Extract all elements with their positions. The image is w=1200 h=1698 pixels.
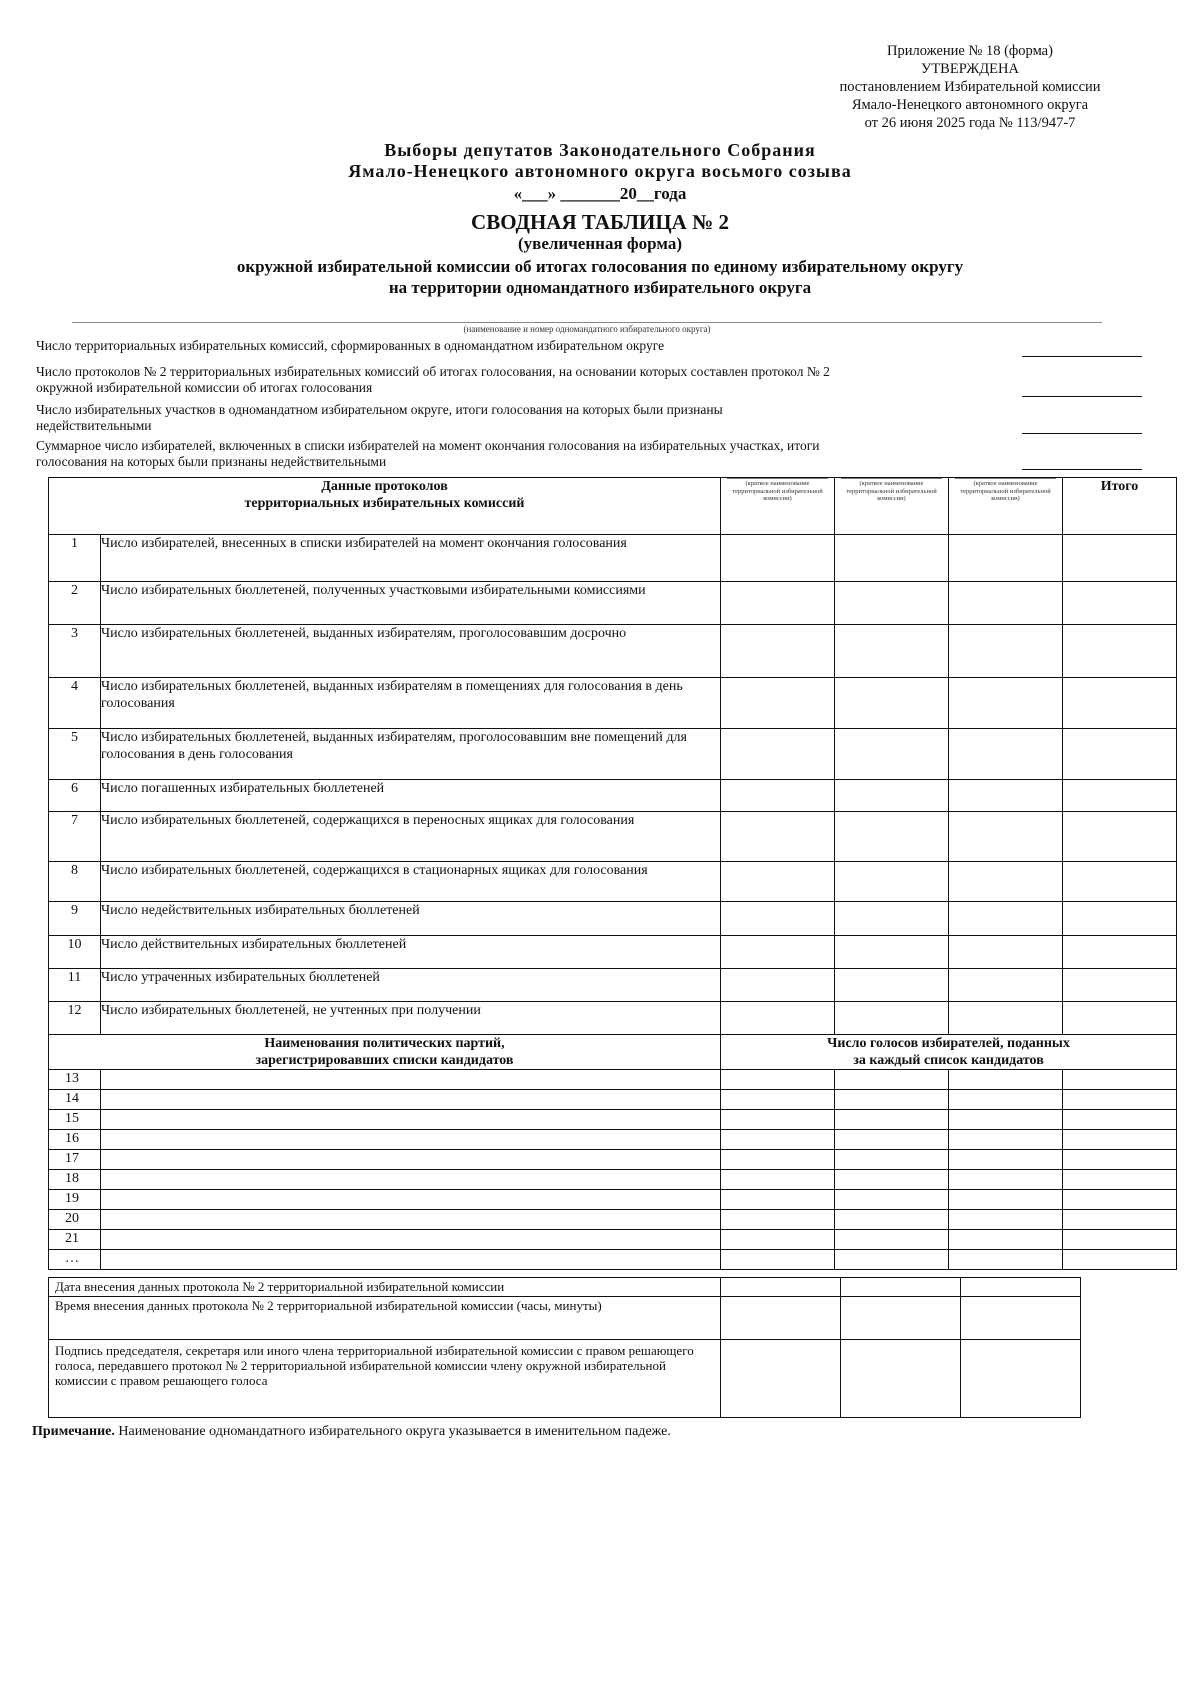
value-cell[interactable] [835,902,949,936]
total-header: Итого [1063,478,1177,535]
protocol-data-header [49,478,721,535]
party-name-cell[interactable] [101,1210,721,1230]
party-row [49,1110,1177,1130]
description-line2: на территории одномандатного избирательного округа [388,278,812,297]
value-cell[interactable] [721,936,835,969]
row-number: 7 [49,812,101,862]
table-row [49,1002,1177,1035]
votes-header-line2: за каждый список кандидатов [853,1053,1044,1068]
entry-time-row [49,1297,1081,1340]
tik-column-2[interactable] [835,478,949,535]
table-row [49,535,1177,582]
district-caption: (наименование и номер одномандатного избирательного округа) [463,324,711,334]
row-number: 1 [49,535,101,582]
row-number: 9 [49,902,101,936]
date-line: «___» _______20__года [513,184,687,203]
row-label: Число избирательных бюллетеней, не учтенных при получении [101,1002,721,1035]
table-row [49,678,1177,729]
entry-date-label: Дата внесения данных протокола № 2 территориальной избирательной комиссии [49,1278,721,1297]
parties-header-line1: Наименования политических партий, [264,1036,505,1051]
votes-total-cell[interactable] [1063,1170,1177,1190]
party-row-number: 14 [49,1090,101,1110]
value-cell[interactable] [949,862,1063,902]
row-label: Число избирательных бюллетеней, содержащихся в стационарных ящиках для голосования [101,862,721,902]
protocol-data-header-line1: Данные протоколов [321,479,448,494]
table-header-row [49,478,1177,535]
party-name-cell[interactable] [101,1250,721,1270]
entry-time-cell[interactable] [721,1297,841,1340]
votes-cell[interactable] [721,1170,835,1190]
party-row-number: 20 [49,1210,101,1230]
row-label: Число действительных избирательных бюллетеней [101,936,721,969]
row-number: 6 [49,780,101,812]
value-cell[interactable] [835,780,949,812]
row-number: 5 [49,729,101,780]
votes-total-cell[interactable] [1063,1110,1177,1130]
votes-cell[interactable] [721,1190,835,1210]
info-row-invalid-precincts-line2: недействительными [36,418,152,433]
entry-time-cell[interactable] [841,1297,961,1340]
total-cell[interactable] [1063,582,1177,625]
total-cell[interactable] [1063,902,1177,936]
party-row-number: 15 [49,1110,101,1130]
party-row [49,1170,1177,1190]
value-cell[interactable] [949,678,1063,729]
votes-cell[interactable] [949,1210,1063,1230]
district-name-line[interactable] [72,322,1102,323]
row-number: 3 [49,625,101,678]
value-cell[interactable] [949,535,1063,582]
value-cell[interactable] [949,969,1063,1002]
votes-cell[interactable] [721,1150,835,1170]
value-cell[interactable] [949,936,1063,969]
value-cell[interactable] [721,729,835,780]
votes-total-cell[interactable] [1063,1130,1177,1150]
entry-time-cell[interactable] [961,1297,1081,1340]
election-title-line1: Выборы депутатов Законодательного Собрания [384,140,816,160]
votes-header-line1: Число голосов избирателей, поданных [827,1036,1070,1051]
value-cell[interactable] [721,812,835,862]
party-name-cell[interactable] [101,1170,721,1190]
votes-cell[interactable] [721,1090,835,1110]
parties-header [49,1035,721,1070]
signature-cell[interactable] [961,1340,1081,1418]
approved-label: УТВЕРЖДЕНА [921,61,1019,77]
party-name-cell[interactable] [101,1090,721,1110]
value-cell[interactable] [835,936,949,969]
value-cell[interactable] [721,582,835,625]
value-cell[interactable] [949,729,1063,780]
info-row-invalid-voters-field[interactable] [1022,469,1142,470]
value-cell[interactable] [949,625,1063,678]
party-name-cell[interactable] [101,1230,721,1250]
value-cell[interactable] [835,1002,949,1035]
votes-cell[interactable] [835,1210,949,1230]
votes-cell[interactable] [721,1110,835,1130]
value-cell[interactable] [835,729,949,780]
info-row-invalid-voters-line1: Суммарное число избирателей, включенных в списки избирателей на момент окончания голосования на избирательных участках, итоги [36,438,820,453]
party-name-cell[interactable] [101,1190,721,1210]
document-title: СВОДНАЯ ТАБЛИЦА № 2 [471,210,729,234]
votes-cell[interactable] [721,1070,835,1090]
row-number: 8 [49,862,101,902]
votes-total-cell[interactable] [1063,1150,1177,1170]
party-row-number: 17 [49,1150,101,1170]
tik-column-1-caption: (краткое наименование территориальной избирательной комиссии) [732,480,823,502]
entry-time-label: Время внесения данных протокола № 2 территориальной избирательной комиссии (часы, минуты) [49,1297,721,1340]
total-cell[interactable] [1063,936,1177,969]
votes-total-cell[interactable] [1063,1090,1177,1110]
total-cell[interactable] [1063,969,1177,1002]
value-cell[interactable] [721,862,835,902]
approval-resolution: постановлением Избирательной комиссии [839,79,1101,95]
value-cell[interactable] [835,812,949,862]
signature-cell[interactable] [721,1340,841,1418]
votes-cell[interactable] [835,1110,949,1130]
total-cell[interactable] [1063,780,1177,812]
votes-cell[interactable] [835,1130,949,1150]
info-row-commissions-field[interactable] [1022,356,1142,357]
info-row-protocols-field[interactable] [1022,396,1142,397]
party-name-cell[interactable] [101,1110,721,1130]
signature-label: Подпись председателя, секретаря или иного члена территориальной избирательной комиссии с правом решающего голоса, передавшего протокол № 2 территориальной избирательной комиссии члену окружной избирательной комиссии с правом решающего голоса [49,1340,721,1418]
row-label: Число погашенных избирательных бюллетеней [101,780,721,812]
value-cell[interactable] [835,582,949,625]
value-cell[interactable] [949,780,1063,812]
votes-total-cell[interactable] [1063,1210,1177,1230]
summary-table [48,477,1177,1270]
row-label: Число недействительных избирательных бюллетеней [101,902,721,936]
description-line1: окружной избирательной комиссии об итогах голосования по единому избирательному округу [236,257,964,276]
info-row-invalid-precincts-line1: Число избирательных участков в одномандатном избирательном округе, итоги голосования на которых были признаны [36,402,723,417]
votes-cell[interactable] [949,1190,1063,1210]
document-subtitle: (увеличенная форма) [518,234,682,253]
votes-cell[interactable] [949,1070,1063,1090]
info-row-protocols-line2: окружной избирательной комиссии об итогах голосования [36,380,373,395]
party-name-cell[interactable] [101,1130,721,1150]
tik-column-2-caption: (краткое наименование территориальной избирательной комиссии) [846,480,937,502]
party-row [49,1150,1177,1170]
value-cell[interactable] [949,1002,1063,1035]
info-row-invalid-precincts-field[interactable] [1022,433,1142,434]
total-cell[interactable] [1063,812,1177,862]
total-cell[interactable] [1063,729,1177,780]
votes-cell[interactable] [949,1130,1063,1150]
approval-region: Ямало-Ненецкого автономного округа [851,97,1089,113]
entry-info-table [48,1277,1081,1418]
party-row-number: 18 [49,1170,101,1190]
row-label: Число избирательных бюллетеней, выданных избирателям в помещениях для голосования в день голосования [101,678,721,729]
party-row-number: 21 [49,1230,101,1250]
footnote-text: Наименование одномандатного избирательного округа указывается в именительном падеже. [114,1424,671,1439]
row-number: 4 [49,678,101,729]
table-row [49,729,1177,780]
votes-cell[interactable] [835,1090,949,1110]
info-row-protocols [36,364,830,396]
party-row-number: … [49,1250,101,1270]
value-cell[interactable] [721,780,835,812]
total-cell[interactable] [1063,535,1177,582]
party-name-cell[interactable] [101,1070,721,1090]
votes-cell[interactable] [835,1250,949,1270]
entry-date-cell[interactable] [721,1278,841,1297]
table-row [49,936,1177,969]
row-label: Число избирательных бюллетеней, выданных избирателям, проголосовавшим вне помещений для голосования в день голосования [101,729,721,780]
votes-cell[interactable] [835,1230,949,1250]
approval-block [790,42,1150,132]
votes-header [721,1035,1177,1070]
party-row [49,1090,1177,1110]
table-row [49,969,1177,1002]
votes-cell[interactable] [835,1150,949,1170]
value-cell[interactable] [835,678,949,729]
value-cell[interactable] [721,1002,835,1035]
tik-column-3-caption: (краткое наименование территориальной избирательной комиссии) [960,480,1051,502]
entry-date-row [49,1278,1081,1297]
row-label: Число избирательных бюллетеней, полученных участковыми избирательными комиссиями [101,582,721,625]
votes-total-cell[interactable] [1063,1070,1177,1090]
party-row [49,1130,1177,1150]
info-row-commissions: Число территориальных избирательных комиссий, сформированных в одномандатном избирательном округе [36,338,665,353]
row-label: Число избирателей, внесенных в списки избирателей на момент окончания голосования [101,535,721,582]
signature-cell[interactable] [841,1340,961,1418]
votes-total-cell[interactable] [1063,1190,1177,1210]
value-cell[interactable] [835,535,949,582]
row-label: Число избирательных бюллетеней, содержащихся в переносных ящиках для голосования [101,812,721,862]
value-cell[interactable] [721,535,835,582]
approval-date: от 26 июня 2025 года № 113/947-7 [864,115,1076,131]
votes-cell[interactable] [949,1150,1063,1170]
votes-cell[interactable] [835,1170,949,1190]
total-cell[interactable] [1063,625,1177,678]
total-cell[interactable] [1063,1002,1177,1035]
entry-date-cell[interactable] [841,1278,961,1297]
total-cell[interactable] [1063,862,1177,902]
parties-header-line2: зарегистрировавших списки кандидатов [255,1053,514,1068]
party-row [49,1230,1177,1250]
election-title-line2: Ямало-Ненецкого автономного округа восьмого созыва [348,161,852,181]
votes-cell[interactable] [721,1130,835,1150]
table-row [49,582,1177,625]
value-cell[interactable] [835,969,949,1002]
value-cell[interactable] [721,902,835,936]
votes-cell[interactable] [721,1230,835,1250]
election-title [0,140,1200,182]
votes-cell[interactable] [949,1110,1063,1130]
info-row-protocols-line1: Число протоколов № 2 территориальных избирательных комиссий об итогах голосования, на основании которых составлен протокол № 2 [36,364,830,379]
votes-cell[interactable] [949,1090,1063,1110]
votes-cell[interactable] [949,1170,1063,1190]
party-row [49,1070,1177,1090]
parties-header-row [49,1035,1177,1070]
votes-total-cell[interactable] [1063,1230,1177,1250]
party-row-number: 19 [49,1190,101,1210]
row-number: 12 [49,1002,101,1035]
signature-row [49,1340,1081,1418]
votes-cell[interactable] [949,1230,1063,1250]
value-cell[interactable] [721,625,835,678]
info-row-invalid-precincts [36,402,723,434]
total-cell[interactable] [1063,678,1177,729]
table-row [49,902,1177,936]
votes-cell[interactable] [721,1210,835,1230]
table-row [49,812,1177,862]
table-row [49,862,1177,902]
footnote [32,1423,671,1441]
party-row [49,1250,1177,1270]
tik-column-3[interactable] [949,478,1063,535]
votes-total-cell[interactable] [1063,1250,1177,1270]
row-label: Число утраченных избирательных бюллетеней [101,969,721,1002]
protocol-data-header-line2: территориальных избирательных комиссий [244,496,525,511]
appendix-number: Приложение № 18 (форма) [887,43,1053,59]
votes-cell[interactable] [721,1250,835,1270]
row-label: Число избирательных бюллетеней, выданных избирателям, проголосовавшим досрочно [101,625,721,678]
party-row-number: 16 [49,1130,101,1150]
party-row [49,1190,1177,1210]
value-cell[interactable] [721,678,835,729]
value-cell[interactable] [835,625,949,678]
row-number: 11 [49,969,101,1002]
value-cell[interactable] [721,969,835,1002]
table-row [49,625,1177,678]
value-cell[interactable] [949,902,1063,936]
votes-cell[interactable] [949,1250,1063,1270]
votes-cell[interactable] [835,1070,949,1090]
info-row-invalid-voters [36,438,819,470]
party-row-number: 13 [49,1070,101,1090]
row-number: 10 [49,936,101,969]
row-number: 2 [49,582,101,625]
votes-cell[interactable] [835,1190,949,1210]
entry-date-cell[interactable] [961,1278,1081,1297]
value-cell[interactable] [949,582,1063,625]
value-cell[interactable] [835,862,949,902]
tik-column-1[interactable] [721,478,835,535]
document-description [0,256,1200,298]
party-row [49,1210,1177,1230]
info-row-invalid-voters-line2: голосования на которых были признаны недействительными [36,454,387,469]
footnote-label: Примечание. [32,1424,115,1439]
value-cell[interactable] [949,812,1063,862]
table-row [49,780,1177,812]
party-name-cell[interactable] [101,1150,721,1170]
